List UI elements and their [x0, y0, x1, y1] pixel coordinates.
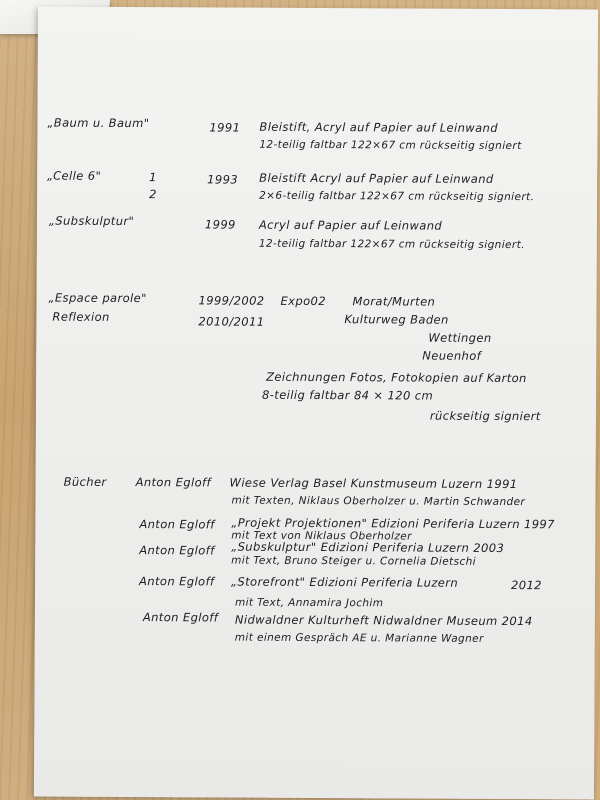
work-number: 2: [149, 187, 157, 202]
exhibition-place: Neuenhof: [422, 348, 482, 363]
exhibition-place: Kulturweg Baden: [344, 312, 449, 327]
work-year: 2010/2011: [198, 314, 265, 329]
book-line: Wiese Verlag Basel Kunstmuseum Luzern 1991: [229, 475, 518, 492]
work-line: 12-teilig faltbar 122×67 cm rückseitig signiert: [259, 138, 522, 153]
work-title: Reflexion: [52, 309, 110, 324]
book-line: mit Text, Annamira Jochim: [234, 596, 384, 610]
work-line: Zeichnungen Fotos, Fotokopien auf Karton: [266, 369, 527, 386]
book-line: „Storefront" Edizioni Periferia Luzern: [231, 574, 459, 590]
work-title: „Baum u. Baum": [47, 115, 150, 131]
work-number: 1: [149, 170, 157, 185]
book-author: Anton Egloff: [139, 574, 215, 589]
book-author: Anton Egloff: [139, 517, 215, 532]
book-line: mit Texten, Niklaus Oberholzer u. Martin Schwander: [231, 494, 526, 509]
book-author: Anton Egloff: [139, 543, 215, 558]
book-line: Nidwaldner Kulturheft Nidwaldner Museum 2014: [234, 612, 533, 629]
book-author: Anton Egloff: [142, 610, 219, 625]
book-author: Anton Egloff: [135, 475, 211, 490]
book-line: „Subskulptur" Edizioni Periferia Luzern 2003: [231, 539, 505, 555]
work-title: „Subskulptur": [48, 213, 135, 229]
exhibition-name: Expo02: [280, 293, 327, 309]
book-line: mit Text, Bruno Steiger u. Cornelia Dietschi: [231, 554, 477, 568]
book-line: mit einem Gespräch AE u. Marianne Wagner: [234, 631, 484, 645]
work-line: 12-teilig faltbar 122×67 cm rückseitig signiert.: [258, 237, 525, 252]
work-line: 8-teilig faltbar 84 × 120 cm: [262, 387, 434, 403]
work-line: Bleistift Acryl auf Papier auf Leinwand: [259, 170, 494, 186]
work-line: 2×6-teilig faltbar 122×67 cm rückseitig signiert.: [259, 189, 535, 204]
book-line: mit Text von Niklaus Oberholzer: [231, 529, 412, 543]
work-line: Acryl auf Papier auf Leinwand: [258, 217, 443, 233]
books-label: Bücher: [63, 474, 107, 489]
work-line: Bleistift, Acryl auf Papier auf Leinwand: [259, 119, 498, 135]
work-year: 1999: [204, 217, 236, 232]
exhibition-place: Wettingen: [428, 330, 492, 345]
work-title: „Celle 6": [47, 168, 102, 183]
handwritten-sheet: [34, 7, 598, 800]
work-year: 1999/2002: [198, 293, 265, 308]
work-year: 1993: [207, 172, 239, 187]
work-title: „Espace parole": [48, 290, 147, 306]
exhibition-place: Morat/Murten: [352, 294, 436, 309]
work-line: rückseitig signiert: [429, 408, 541, 424]
book-line: „Projekt Projektionen" Edizioni Periferia Luzern 1997: [231, 515, 555, 532]
book-year: 2012: [511, 578, 542, 593]
work-year: 1991: [209, 120, 241, 135]
